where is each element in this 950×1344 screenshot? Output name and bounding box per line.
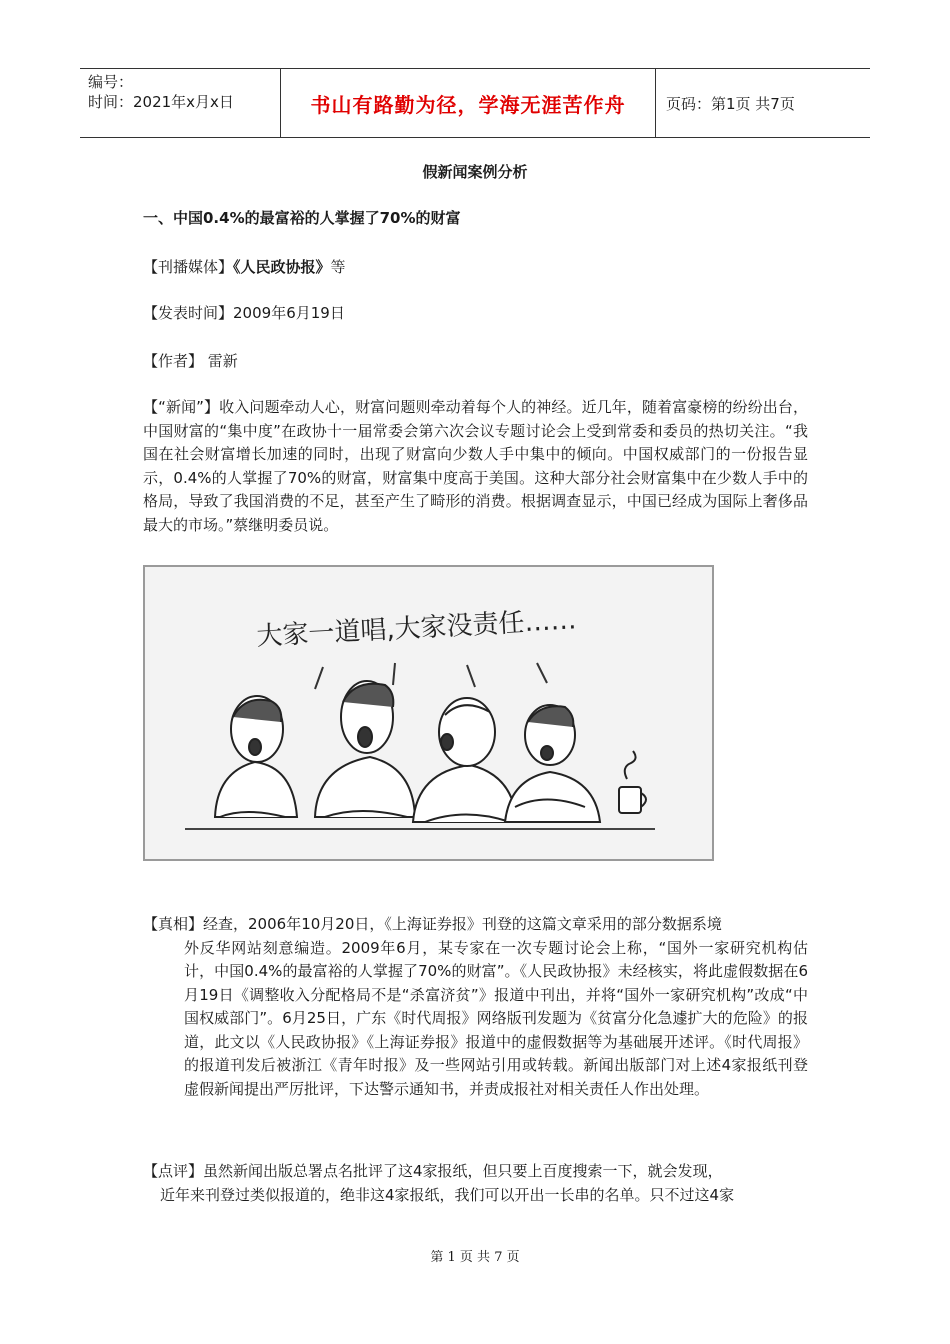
person-3 — [413, 698, 517, 822]
news-text: 收入问题牵动人心，财富问题则牵动着每个人的神经。近几年，随着富豪榜的纷纷出台，中国财富的“集中度”在政协十一届常委会第六次会议专题讨论会上受到常委和委员的热切关注。“我国在社会财富增长加速的同时，出现了财富向少数人手中集中的倾向。中国权威部门的一份报告显示，0.4%的人掌握了70%的财富，财富集中度高于美国。这种大部分社会财富集中在少数人手中的格局，导致了我国消费的不足，甚至产生了畸形的消费。根据调查显示，中国已经成为国际上奢侈品最大的市场。”蔡继明委员说。 — [143, 398, 808, 534]
author-value: 雷新 — [203, 352, 238, 370]
review-first-line: 虽然新闻出版总署点名批评了这4家报纸，但只要上百度搜索一下，就会发现， — [203, 1162, 723, 1180]
review-paragraph — [143, 1160, 808, 1207]
page-footer: 第 1 页 共 7 页 — [430, 1250, 520, 1265]
media-line — [143, 256, 808, 280]
truth-rest: 外反华网站刻意编造。2009年6月，某专家在一次专题讨论会上称，“国外一家研究机构估计，中国0.4%的最富裕的人掌握了70%的财富”。《人民政协报》未经核实，将此虚假数据在6月19日《调整收入分配格局不是“杀富济贫”》报道中刊出，并将“国外一家研究机构”改成“中国权威部门”。6月25日，广东《时代周报》网络版刊发题为《贫富分化急遽扩大的危险》的报道，此文以《人民政协报》《上海证券报》报道中的虚假数据等为基础展开述评。《时代周报》的报道刊发后被浙江《青年时报》及一些网站引用或转载。新闻出版部门对上述4家报纸刊登虚假新闻提出严厉批评，下达警示通知书，并责成报社对相关责任人作出处理。 — [184, 938, 808, 1098]
truth-first-line: 经查，2006年10月20日，《上海证券报》刊登的这篇文章采用的部分数据系境 — [203, 915, 722, 933]
review-rest: 近年来刊登过类似报道的，绝非这4家报纸，我们可以开出一长串的名单。只不过这4家 — [160, 1185, 735, 1204]
page-info — [656, 69, 870, 137]
news-label: 【“新闻”】 — [143, 398, 220, 416]
section-heading: 一、中国0.4%的最富裕的人掌握了70%的财富 — [143, 209, 461, 227]
author-line — [143, 350, 808, 374]
truth-paragraph — [143, 913, 808, 1101]
media-label: 【刊播媒体】 — [143, 258, 234, 276]
person-4 — [505, 705, 600, 822]
cartoon-caption: 大家一道唱,大家没责任…… — [255, 605, 578, 652]
header-table — [80, 68, 870, 138]
time-label: 时间：2021年x月x日 — [88, 93, 234, 111]
person-1 — [215, 696, 297, 817]
header-left-cell — [80, 69, 280, 137]
motto: 书山有路勤为径，学海无涯苦作舟 — [280, 69, 656, 137]
date-value: 2009年6月19日 — [233, 304, 345, 322]
cartoon-drawing — [145, 567, 712, 859]
sound-marks — [315, 663, 547, 689]
media-suffix: 等 — [330, 258, 346, 276]
number-label: 编号： — [88, 73, 134, 91]
truth-label: 【真相】 — [143, 915, 204, 933]
person-2 — [315, 681, 415, 817]
date-label: 【发表时间】 — [143, 304, 234, 322]
news-paragraph — [143, 396, 808, 537]
review-label: 【点评】 — [143, 1162, 204, 1180]
cartoon-image — [143, 565, 714, 861]
media-value: 《人民政协报》 — [233, 258, 331, 276]
document-title: 假新闻案例分析 — [422, 163, 528, 181]
page-info-text: 页码：第1页 共7页 — [666, 94, 795, 113]
date-line — [143, 302, 808, 326]
cup — [619, 751, 646, 813]
author-label: 【作者】 — [143, 352, 204, 370]
